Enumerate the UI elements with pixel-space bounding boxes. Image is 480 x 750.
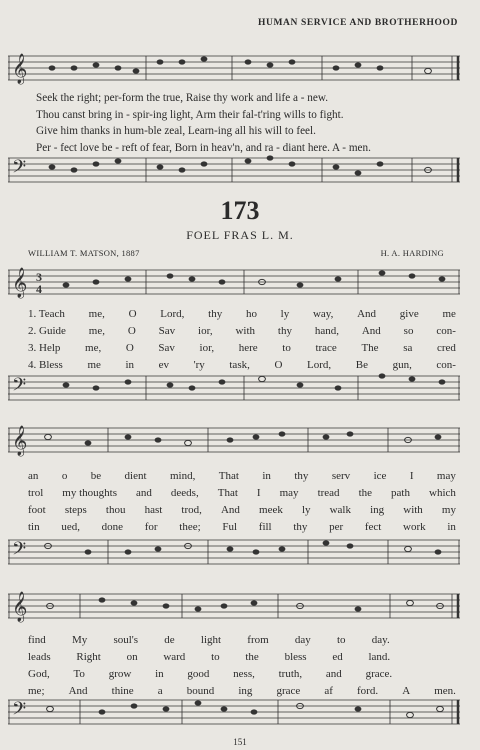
verse-line: God, To grow in good ness, truth, and grace. [28,668,393,680]
staff-lines [8,44,460,92]
staff-lines [8,416,460,464]
verse-line: 3. Help me, O Sav ior, here to trace The sa cred [28,342,456,354]
svg-text:𝄞: 𝄞 [12,426,28,455]
verses-system-2 [28,468,456,536]
tune-title: FOEL FRAS L. M. [186,228,294,242]
svg-text:𝄢: 𝄢 [12,698,27,723]
staff-lines [8,146,460,194]
verse-line: foot steps thou hast trod, And meek ly walk ing with my [28,504,456,516]
composer-credit: H. A. HARDING [380,248,444,258]
time-signature-top: 3 [36,270,42,284]
staff-prev-bass [8,146,460,194]
verse-line: trol my thoughts and deeds, That I may tread the path which [28,487,456,499]
staff-lines [8,690,460,736]
svg-text:𝄢: 𝄢 [12,156,27,181]
verse-line: find My soul's de light from day to day. [28,634,390,646]
staff-s2-bass [8,528,460,576]
staff-s3-bass [8,690,460,736]
staff-lines [8,582,460,630]
verse-line: leads Right on ward to the bless ed land. [28,651,391,663]
verse-line: 4. Bless me in ev 'ry task, O Lord, Be gun, con- [28,359,456,371]
staff-s1-bass [8,364,460,412]
staff-lines [8,258,460,306]
time-signature-bottom: 4 [36,282,42,296]
hymn-number: 173 [220,196,260,225]
verse-line: tin ued, done for thee; Ful fill thy per fect work in [28,521,456,533]
staff-s2-treble [8,416,460,464]
svg-text:𝄞: 𝄞 [12,54,28,83]
svg-text:𝄞: 𝄞 [12,592,28,621]
page-number: 151 [233,737,247,747]
svg-text:𝄢: 𝄢 [12,538,27,563]
verse-line: me; And thine a bound ing grace af ford. A men. [28,685,456,697]
staff-s3-treble [8,582,460,630]
verse-line: 2. Guide me, O Sav ior, with thy hand, And so con- [28,325,456,337]
lyric-line: Give him thanks in hum-ble zeal, Learn-ing all his will to feel. [36,125,316,137]
staff-lines [8,528,460,576]
staff-prev-treble [8,44,460,92]
lyric-line: Seek the right; per-form the true, Raise thy work and life a - new. [36,92,329,104]
verse-line: 1. Teach me, O Lord, thy ho ly way, And give me [28,308,456,320]
svg-text:𝄢: 𝄢 [12,374,27,399]
lyric-line: Per - fect love be - reft of fear, Born in heav'n, and ra - diant here. A - men. [36,141,371,154]
author-credit: WILLIAM T. MATSON, 1887 [28,248,140,258]
svg-text:𝄞: 𝄞 [12,268,28,297]
lyric-line: Thou canst bring in - spir-ing light, Arm their fal-t'ring wills to fight. [36,108,344,121]
verse-line: an o be dient mind, That in thy serv ice I may [28,470,456,482]
staff-lines [8,364,460,412]
staff-s1-treble [8,258,460,306]
section-header: HUMAN SERVICE AND BROTHERHOOD [258,18,458,28]
